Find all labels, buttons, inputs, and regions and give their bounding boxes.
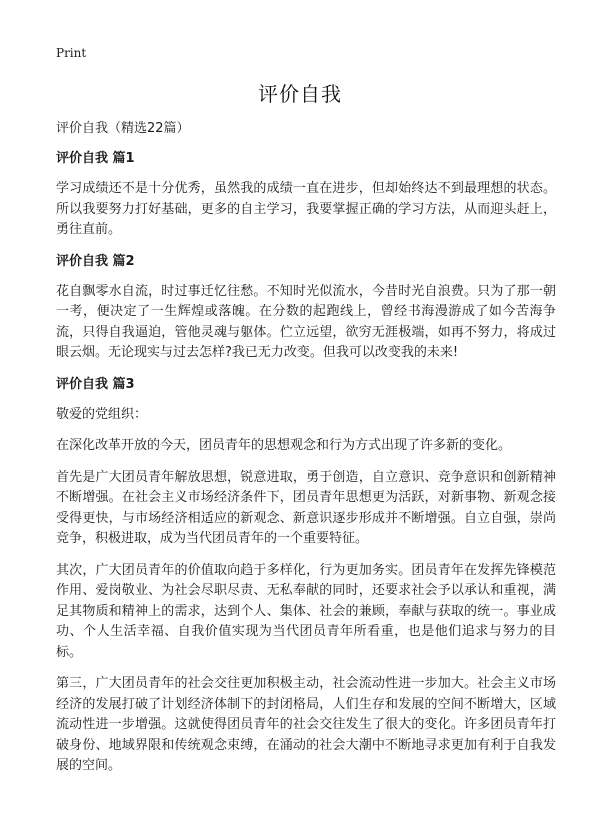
print-link[interactable]: Print	[56, 46, 87, 60]
document-body	[56, 119, 556, 788]
section-heading: 评价自我 篇1	[56, 151, 135, 166]
section-1	[56, 149, 556, 241]
paragraph: 其次，广大团员青年的价值取向趋于多样化，行为更加务实。团员青年在发挥先锋模范作用、爱岗敬业、为社会尽职尽责、无私奉献的同时，还要求社会予以承认和重视，满足其物质和精神上的需求，达到个人、集体、社会的兼顾，奉献与获取的统一。事业成功、个人生活幸福、自我价值实现为当代团员青年所看重，也是他们追求与努力的目标。	[56, 562, 556, 660]
section-3	[56, 375, 556, 777]
salutation: 敬爱的党组织：	[56, 406, 148, 422]
paragraph: 花自飘零水自流，时过事迁忆往愁。不知时光似流水，今昔时光自浪费。只为了那一朝一考，便决定了一生辉煌或落魄。在分数的起跑线上，曾经书海漫游成了如今苦海争流，只得自我逼迫，管他灵魂与躯体。伫立远望，欲穷无涯极端，如再不努力，将成过眼云烟。无论现实与过去怎样?我已无力改变。但我可以改变我的未来!	[56, 283, 556, 360]
section-2	[56, 252, 556, 364]
paragraph: 学习成绩还不是十分优秀，虽然我的成绩一直在进步，但却始终达不到最理想的状态。所以我要努力打好基础，更多的自主学习，我要掌握正确的学习方法，从而迎头赶上，勇往直前。	[56, 181, 556, 237]
section-heading: 评价自我 篇3	[56, 376, 135, 392]
paragraph: 第三，广大团员青年的社会交往更加积极主动，社会流动性进一步加大。社会主义市场经济的发展打破了计划经济体制下的封闭格局，人们生存和发展的空间不断增大，区域流动性进一步增强。这就使得团员青年的社会交往发生了很大的变化。许多团员青年打破身份、地域界限和传统观念束缚，在涌动的社会大潮中不断地寻求更加有利于自我发展的空间。	[56, 676, 556, 773]
document-subtitle: 评价自我（精选22篇）	[56, 121, 190, 136]
paragraph: 在深化改革开放的今天，团员青年的思想观念和行为方式出现了许多新的变化。	[56, 438, 512, 453]
paragraph: 首先是广大团员青年解放思想，锐意进取，勇于创造，自立意识、竞争意识和创新精神不断增强。在社会主义市场经济条件下，团员青年思想更为活跃，对新事物、新观念接受得更快，与市场经济相适应的新观念、新意识逐步形成并不断增强。自立自强，崇尚竞争，积极进取，成为当代团员青年的一个重要特征。	[56, 469, 556, 546]
page-title: 评价自我	[258, 82, 342, 106]
section-heading: 评价自我 篇2	[56, 253, 135, 269]
